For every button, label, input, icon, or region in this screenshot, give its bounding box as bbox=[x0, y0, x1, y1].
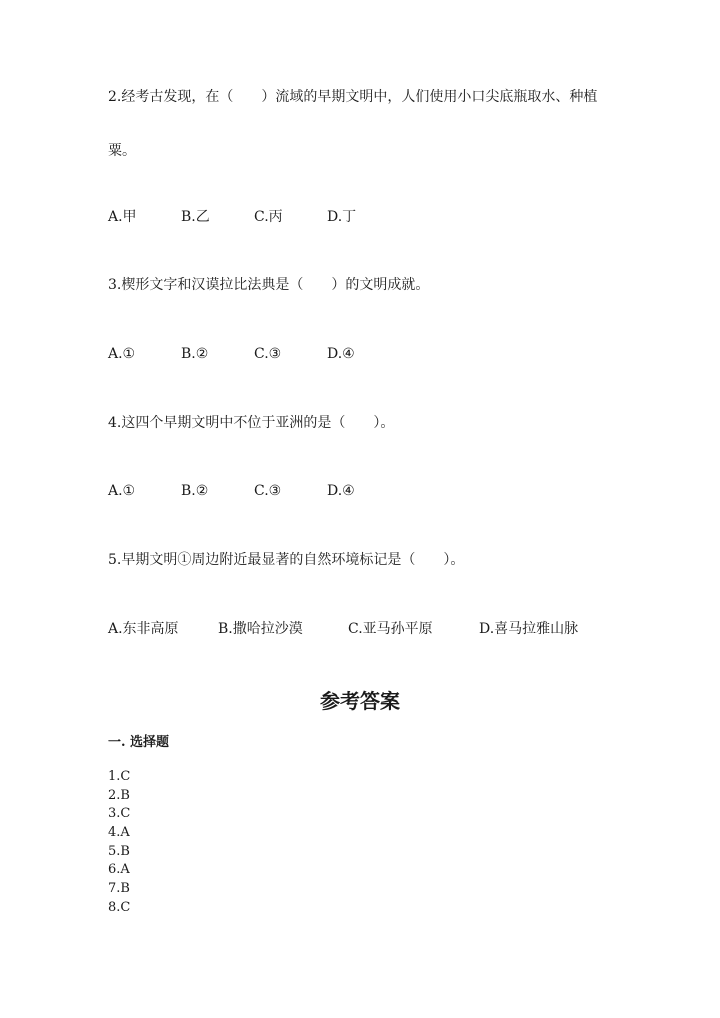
answer-item: 4.A bbox=[108, 825, 130, 841]
question-5-option-b: B.撒哈拉沙漠 bbox=[218, 621, 303, 637]
question-3-option-d: D.④ bbox=[327, 346, 355, 362]
question-4-text: 4.这四个早期文明中不位于亚洲的是（ ）。 bbox=[108, 415, 395, 431]
answers-section-title: 一. 选择题 bbox=[108, 735, 170, 750]
answer-item: 5.B bbox=[108, 843, 130, 859]
answer-item: 1.C bbox=[108, 769, 131, 784]
question-2-option-d: D.丁 bbox=[327, 209, 357, 225]
question-2-text-line2: 粟。 bbox=[108, 143, 136, 159]
question-4-option-b: B.② bbox=[181, 483, 209, 499]
question-2-option-c: C.丙 bbox=[254, 209, 283, 225]
question-2-text-line1: 2.经考古发现，在（ ）流域的早期文明中，人们使用小口尖底瓶取水、种植 bbox=[108, 89, 598, 105]
question-3-text: 3.楔形文字和汉谟拉比法典是（ ）的文明成就。 bbox=[108, 277, 430, 293]
question-4-option-d: D.④ bbox=[327, 483, 355, 499]
question-4-option-c: C.③ bbox=[254, 483, 282, 499]
answer-item: 6.A bbox=[108, 862, 130, 878]
question-3-option-b: B.② bbox=[181, 346, 209, 362]
question-4-option-a: A.① bbox=[108, 483, 136, 499]
question-5-option-c: C.亚马孙平原 bbox=[348, 621, 433, 637]
question-5-text: 5.早期文明①周边附近最显著的自然环境标记是（ ）。 bbox=[108, 552, 465, 568]
question-3-option-a: A.① bbox=[108, 346, 136, 362]
answers-list bbox=[108, 768, 130, 918]
question-5-option-d: D.喜马拉雅山脉 bbox=[479, 621, 579, 637]
question-3-option-c: C.③ bbox=[254, 346, 282, 362]
question-2-option-b: B.乙 bbox=[181, 209, 210, 225]
answer-item: 7.B bbox=[108, 881, 130, 897]
question-2-option-a: A.甲 bbox=[108, 209, 137, 225]
answer-item: 8.C bbox=[108, 899, 131, 915]
answer-item: 2.B bbox=[108, 787, 130, 803]
question-5-option-a: A.东非高原 bbox=[108, 621, 179, 637]
answers-title: 参考答案 bbox=[320, 689, 400, 713]
answer-item: 3.C bbox=[108, 806, 131, 822]
